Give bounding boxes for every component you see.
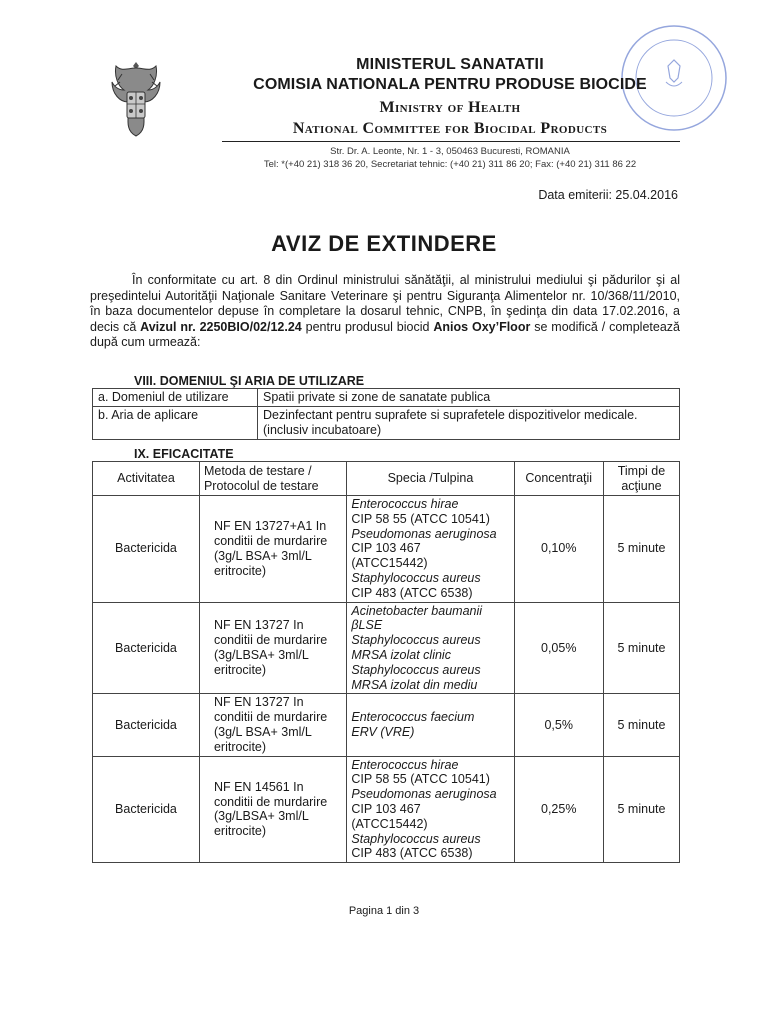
species-cell [347, 496, 514, 603]
species-line: Acinetobacter baumanii [351, 603, 483, 618]
method-cell: NF EN 14561 In conditii de murdarire (3g/LBSA+ 3ml/L eritrocite) [199, 756, 346, 863]
species-line: Staphylococcus aureus [351, 831, 481, 846]
issue-date: Data emiterii: 25.04.2016 [538, 188, 678, 202]
ministry-name-en: Ministry of Health [379, 99, 521, 116]
method-cell: NF EN 13727 In conditii de murdarire (3g/LBSA+ 3ml/L eritrocite) [199, 602, 346, 694]
header-divider [222, 141, 680, 142]
phone-line: Tel: *(+40 21) 318 36 20, Secretariat tehnic: (+40 21) 311 86 20; Fax: (+40 21) 311 86 22 [263, 159, 637, 170]
time-cell: 5 minute [603, 756, 679, 863]
efficacy-table-body [93, 496, 680, 863]
time-cell: 5 minute [603, 602, 679, 694]
domain-value: Spatii private si zone de sanatate publica [258, 389, 680, 407]
time-cell: 5 minute [603, 496, 679, 603]
activity-cell: Bactericida [93, 602, 200, 694]
species-line: Staphylococcus aureus [351, 662, 481, 677]
species-line: Enterococcus faecium [351, 710, 475, 725]
efficacy-table [92, 461, 680, 863]
species-line: MRSA izolat din mediu [351, 677, 478, 692]
table-header-row [93, 462, 680, 496]
species-line: CIP 483 (ATCC 6538) [351, 585, 473, 600]
species-cell [347, 756, 514, 863]
table-row [93, 496, 680, 603]
ministry-name-ro: MINISTERUL SANATATII [356, 56, 544, 73]
table-row [93, 407, 680, 440]
column-header: Timpi de acţiune [603, 462, 679, 496]
concentration-cell: 0,05% [514, 602, 603, 694]
document-title: AVIZ DE EXTINDERE [271, 231, 497, 256]
concentration-cell: 0,25% [514, 756, 603, 863]
intro-text-1: În conformitate cu art. 8 din Ordinul ministrului sănătăţii, al ministrului mediului şi pădurilor şi al preşedintelui Autorităţii Naţionale Sanitare Veterinare şi pentru Siguranţa Alimentelor nr. 10/368/11/2010, în baza documentelor depuse în completare la dosarul tehnic, CNPB, în şedinţa din data 17.02.2016, a decis că [90, 273, 680, 334]
domain-label: a. Domeniul de utilizare [93, 389, 258, 407]
species-cell [347, 694, 514, 756]
intro-bold-1: Avizul nr. 2250BIO/02/12.24 [140, 319, 302, 334]
activity-cell: Bactericida [93, 694, 200, 756]
species-line: CIP 58 55 (ATCC 10541) [351, 772, 490, 787]
page-number: Pagina 1 din 3 [348, 905, 420, 917]
concentration-cell: 0,10% [514, 496, 603, 603]
method-cell: NF EN 13727 In conditii de murdarire (3g/L BSA+ 3ml/L eritrocite) [199, 694, 346, 756]
species-line: CIP 58 55 (ATCC 10541) [351, 511, 490, 526]
activity-cell: Bactericida [93, 756, 200, 863]
species-line: βLSE [351, 618, 383, 633]
species-line: ERV (VRE) [351, 724, 415, 739]
intro-paragraph [90, 273, 680, 351]
species-line: Enterococcus hirae [351, 757, 459, 772]
section-domain-heading: VIII. DOMENIUL ŞI ARIA DE UTILIZARE [134, 374, 365, 388]
species-line: CIP 483 (ATCC 6538) [351, 846, 473, 861]
column-header: Concentraţii [514, 462, 603, 496]
concentration-cell: 0,5% [514, 694, 603, 756]
committee-name-en: National Committee for Biocidal Products [292, 120, 608, 137]
species-line: CIP 103 467 [351, 541, 421, 556]
table-row [93, 694, 680, 756]
column-header: Metoda de testare / Protocolul de testare [199, 462, 346, 496]
species-cell [347, 602, 514, 694]
intro-text-3: se modifică / completează după cum urmează: [90, 319, 680, 350]
table-row [93, 756, 680, 863]
column-header: Specia /Tulpina [347, 462, 514, 496]
table-row [93, 602, 680, 694]
domain-value: Dezinfectant pentru suprafete si suprafetele dispozitivelor medicale. (inclusiv incubatoare) [258, 407, 680, 440]
species-line: (ATCC15442) [351, 556, 428, 571]
species-line: Pseudomonas aeruginosa [351, 787, 497, 802]
method-cell: NF EN 13727+A1 In conditii de murdarire (3g/L BSA+ 3ml/L eritrocite) [199, 496, 346, 603]
intro-bold-2: Anios Oxy’Floor [433, 319, 531, 334]
committee-name-ro: COMISIA NATIONALA PENTRU PRODUSE BIOCIDE [253, 76, 647, 93]
species-line: MRSA izolat clinic [351, 647, 451, 662]
species-line: Pseudomonas aeruginosa [351, 526, 497, 541]
activity-cell: Bactericida [93, 496, 200, 603]
species-line: Enterococcus hirae [351, 497, 459, 511]
species-line: Staphylococcus aureus [351, 570, 481, 585]
species-line: (ATCC15442) [351, 816, 428, 831]
table-row [93, 389, 680, 407]
domain-table [92, 388, 680, 440]
address-line: Str. Dr. A. Leonte, Nr. 1 - 3, 050463 Bucuresti, ROMANIA [330, 146, 570, 157]
domain-label: b. Aria de aplicare [93, 407, 258, 440]
intro-text-2: pentru produsul biocid [301, 319, 434, 334]
time-cell: 5 minute [603, 694, 679, 756]
species-line: CIP 103 467 [351, 801, 421, 816]
section-efficacy-heading: IX. EFICACITATE [134, 447, 234, 461]
species-line: Staphylococcus aureus [351, 633, 481, 648]
coat-of-arms-icon [108, 56, 164, 140]
column-header: Activitatea [93, 462, 200, 496]
